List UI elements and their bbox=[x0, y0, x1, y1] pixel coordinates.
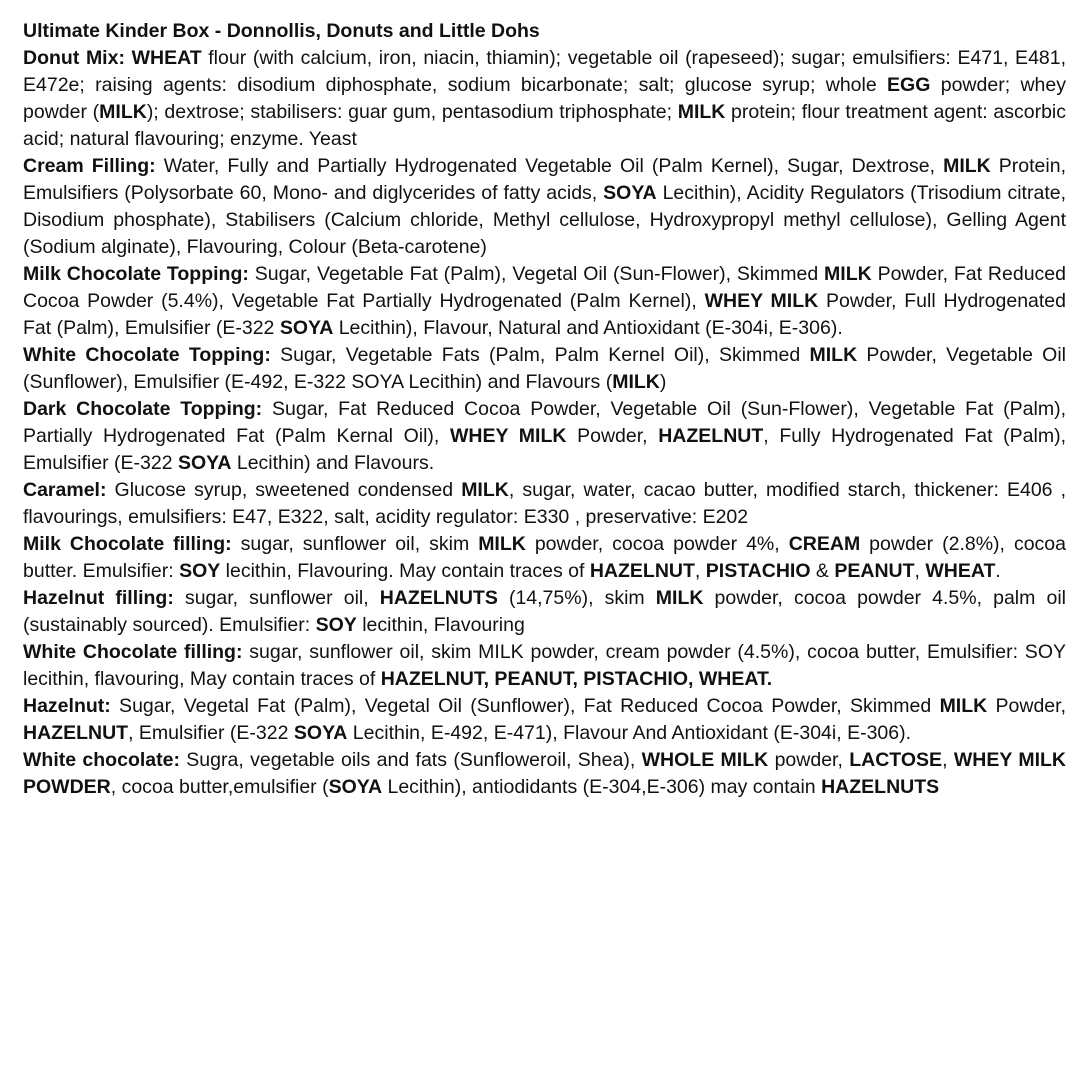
ingredient-text: ); dextrose; stabilisers: guar gum, pentasodium triphosphate; bbox=[146, 101, 678, 123]
ingredient-text: . bbox=[995, 560, 1001, 582]
ingredient-text: , bbox=[914, 560, 926, 582]
ingredient-section bbox=[23, 396, 1066, 477]
allergen-text: CREAM bbox=[788, 533, 861, 555]
ingredient-text: & bbox=[810, 560, 835, 582]
allergen-text: HAZELNUT bbox=[23, 722, 129, 744]
allergen-text: MILK bbox=[824, 263, 872, 285]
section-heading: Hazelnut: bbox=[23, 695, 111, 717]
allergen-text: SOYA bbox=[328, 776, 383, 798]
allergen-text: MILK bbox=[478, 533, 526, 555]
section-heading: Donut Mix: bbox=[23, 47, 125, 69]
ingredient-text: powder, cocoa powder 4.5%, palm oil (sustainably sourced). Emulsifier: bbox=[23, 587, 1066, 636]
ingredient-text: sugar, sunflower oil, skim bbox=[231, 533, 479, 555]
ingredient-text: , bbox=[694, 560, 706, 582]
allergen-text: WHEY MILK bbox=[704, 290, 819, 312]
section-heading: Milk Chocolate Topping: bbox=[23, 263, 249, 285]
ingredient-text: Powder, bbox=[566, 425, 659, 447]
allergen-text: MILK bbox=[943, 155, 991, 177]
allergen-text: WHEAT bbox=[131, 47, 202, 69]
allergen-text: MILK bbox=[677, 101, 726, 123]
allergen-text: MILK bbox=[939, 695, 988, 717]
ingredient-text: sugar, sunflower oil, bbox=[173, 587, 380, 609]
ingredients-document bbox=[23, 18, 1066, 801]
ingredient-section bbox=[23, 531, 1066, 585]
allergen-text: SOYA bbox=[603, 182, 657, 204]
allergen-text: PISTACHIO bbox=[705, 560, 811, 582]
allergen-text: HAZELNUTS bbox=[379, 587, 498, 609]
allergen-text: WHOLE MILK bbox=[641, 749, 769, 771]
allergen-text: HAZELNUT bbox=[658, 425, 764, 447]
ingredient-section bbox=[23, 342, 1066, 396]
ingredient-text: lecithin, Flavouring. May contain traces of bbox=[220, 560, 590, 582]
ingredient-text: Powder, bbox=[987, 695, 1066, 717]
allergen-text: HAZELNUT bbox=[589, 560, 695, 582]
ingredient-text: flour (with calcium, iron, niacin, thiamin); vegetable oil (rapeseed); sugar; emulsifiers: E471, E481, E472e; raising agents: disodium diphosphate, sodium bicarbonate; salt; glucose syrup; whole bbox=[23, 47, 1067, 96]
ingredient-text: Lecithin) and Flavours. bbox=[231, 452, 435, 474]
ingredient-section bbox=[23, 639, 1066, 693]
allergen-text: EGG bbox=[887, 74, 931, 96]
ingredient-text: Lecithin, E-492, E-471), Flavour And Antioxidant (E-304i, E-306). bbox=[347, 722, 912, 744]
ingredient-text: Sugar, Vegetable Fat (Palm), Vegetal Oil (Sun-Flower), Skimmed bbox=[248, 263, 825, 285]
allergen-text: SOYA bbox=[293, 722, 348, 744]
ingredient-text: (14,75%), skim bbox=[497, 587, 656, 609]
ingredient-text: Water, Fully and Partially Hydrogenated Vegetable Oil (Palm Kernel), Sugar, Dextrose, bbox=[155, 155, 944, 177]
section-heading: Milk Chocolate filling: bbox=[23, 533, 232, 555]
ingredient-text: , cocoa butter,emulsifier ( bbox=[110, 776, 329, 798]
allergen-text: PEANUT bbox=[834, 560, 915, 582]
ingredient-text: Glucose syrup, sweetened condensed bbox=[106, 479, 462, 501]
ingredient-section bbox=[23, 585, 1066, 639]
ingredient-section bbox=[23, 153, 1066, 261]
section-heading: Dark Chocolate Topping: bbox=[23, 398, 263, 420]
ingredient-text: Lecithin), Acidity Regulators (Trisodium citrate, Disodium phosphate), Stabilisers (Calcium chloride, Methyl cellulose, Hydroxypropyl methyl cellulose), Gelling Agent (Sodium alginate), Flavouring, Colour (Beta-carotene) bbox=[23, 182, 1066, 258]
ingredient-text: powder; whey powder ( bbox=[23, 74, 1066, 123]
ingredient-text: Sugra, vegetable oils and fats (Sunfloweroil, Shea), bbox=[179, 749, 642, 771]
allergen-text: MILK bbox=[461, 479, 509, 501]
section-heading: Hazelnut filling: bbox=[23, 587, 174, 609]
allergen-text: SOYA bbox=[177, 452, 232, 474]
ingredient-text: sugar, sunflower oil, skim MILK powder, cream powder (4.5%), cocoa butter, Emulsifier: SOY lecithin, flavouring, May contain traces of bbox=[23, 641, 1066, 690]
ingredient-text: Lecithin), antiodidants (E-304,E-306) may contain bbox=[382, 776, 822, 798]
ingredient-text: powder, cocoa powder 4%, bbox=[525, 533, 789, 555]
allergen-text: SOYA bbox=[279, 317, 334, 339]
section-heading: Caramel: bbox=[23, 479, 107, 501]
ingredient-section bbox=[23, 747, 1066, 801]
ingredient-text: Protein, Emulsifiers (Polysorbate 60, Mono- and diglycerides of fatty acids, bbox=[23, 155, 1066, 204]
allergen-text: MILK bbox=[99, 101, 147, 123]
allergen-text: MILK bbox=[655, 587, 704, 609]
ingredient-section bbox=[23, 45, 1066, 153]
allergen-text: MILK bbox=[809, 344, 858, 366]
ingredient-text: protein; flour treatment agent: ascorbic acid; natural flavouring; enzyme. Yeast bbox=[23, 101, 1067, 150]
ingredient-text: Lecithin), Flavour, Natural and Antioxidant (E-304i, E-306). bbox=[333, 317, 843, 339]
ingredient-section bbox=[23, 693, 1066, 747]
ingredient-text: ) bbox=[659, 371, 667, 393]
ingredient-text: Powder, Fat Reduced Cocoa Powder (5.4%), Vegetable Fat Partially Hydrogenated (Palm Kernel), bbox=[23, 263, 1066, 312]
section-heading: White Chocolate filling: bbox=[23, 641, 243, 663]
allergen-text: WHEY MILK POWDER bbox=[23, 749, 1066, 798]
ingredient-text: Sugar, Vegetable Fats (Palm, Palm Kernel Oil), Skimmed bbox=[270, 344, 810, 366]
allergen-text: SOY bbox=[179, 560, 221, 582]
ingredient-section bbox=[23, 261, 1066, 342]
ingredient-text: powder, bbox=[768, 749, 850, 771]
allergen-text: WHEAT bbox=[925, 560, 996, 582]
allergen-text: WHEY MILK bbox=[449, 425, 567, 447]
allergen-text: SOY bbox=[315, 614, 357, 636]
document-title: Ultimate Kinder Box - Donnollis, Donuts and Little Dohs bbox=[23, 20, 540, 42]
section-heading: Cream Filling: bbox=[23, 155, 156, 177]
ingredient-text: Powder, Vegetable Oil (Sunflower), Emulsifier (E-492, E-322 SOYA Lecithin) and Flavours ( bbox=[23, 344, 1067, 393]
ingredient-text bbox=[125, 47, 132, 69]
section-heading: White chocolate: bbox=[23, 749, 180, 771]
allergen-text: HAZELNUTS bbox=[821, 776, 940, 798]
allergen-text: HAZELNUT, PEANUT, PISTACHIO, WHEAT. bbox=[380, 668, 773, 690]
ingredient-text: Sugar, Vegetal Fat (Palm), Vegetal Oil (Sunflower), Fat Reduced Cocoa Powder, Skimmed bbox=[110, 695, 940, 717]
section-heading: White Chocolate Topping: bbox=[23, 344, 271, 366]
allergen-text: LACTOSE bbox=[849, 749, 943, 771]
ingredient-text: , Fully Hydrogenated Fat (Palm), Emulsifier (E-322 bbox=[23, 425, 1066, 474]
ingredient-text: powder (2.8%), cocoa butter. Emulsifier: bbox=[23, 533, 1066, 582]
ingredient-text: lecithin, Flavouring bbox=[356, 614, 525, 636]
allergen-text: MILK bbox=[612, 371, 660, 393]
ingredient-text: , sugar, water, cacao butter, modified starch, thickener: E406 , flavourings, emulsifiers: E47, E322, salt, acidity regulator: E330 , preservative: E202 bbox=[23, 479, 1066, 528]
ingredient-text: , Emulsifier (E-322 bbox=[128, 722, 294, 744]
ingredient-section bbox=[23, 477, 1066, 531]
ingredient-sections bbox=[23, 45, 1066, 801]
ingredient-text: , bbox=[942, 749, 954, 771]
ingredient-text: Powder, Full Hydrogenated Fat (Palm), Emulsifier (E-322 bbox=[23, 290, 1066, 339]
ingredient-text: Sugar, Fat Reduced Cocoa Powder, Vegetable Oil (Sun-Flower), Vegetable Fat (Palm), Partially Hydrogenated Fat (Palm Kernal Oil), bbox=[23, 398, 1066, 447]
